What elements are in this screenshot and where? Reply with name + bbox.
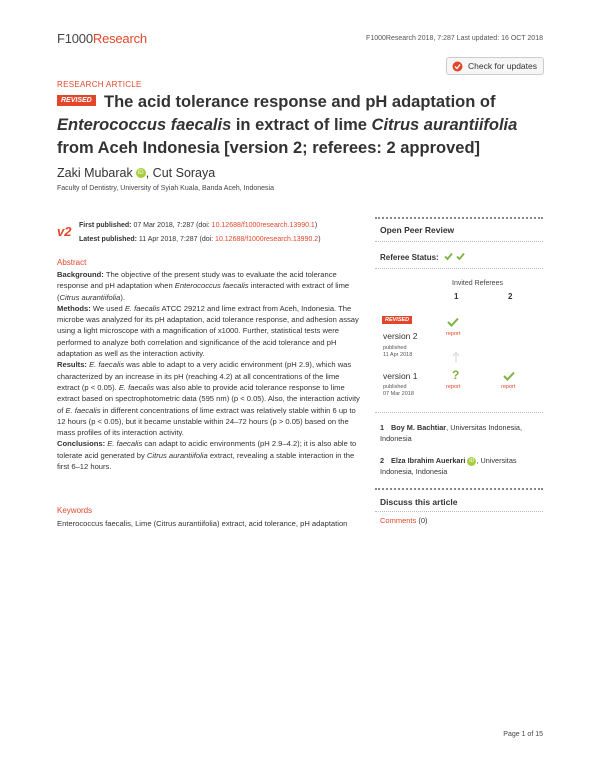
published-label: published bbox=[383, 384, 407, 390]
referee-number: 2 bbox=[380, 456, 385, 465]
version-badge: v2 bbox=[57, 224, 72, 239]
label: Background: bbox=[57, 270, 104, 279]
affiliation: Faculty of Dentistry, University of Syiah Kuala, Banda Aceh, Indonesia bbox=[57, 185, 274, 192]
author-list bbox=[57, 166, 215, 180]
crossmark-icon bbox=[452, 61, 463, 72]
version-1-date bbox=[383, 384, 414, 398]
text: in different concentrations of lime extract was relatively stable within 6 up to 12 hours (p < 0.05), but it became unstable within 24–72 hours (p > 0.05) based on the mass profiles of its interaction activity. bbox=[57, 405, 356, 438]
text: ATCC 29212 and lime extract from Aceh, Indonesia. The microbe was analyzed for its pH adaptation, acid tolerance response, and adhesion assay using a light microscope with a magnification of x1000. Further, statistical tests were performed to analyze both correlation and significance of the acid tolerance and pH adaptation as well as the interaction activity. bbox=[57, 303, 359, 359]
text: extract, revealing a stable interaction in the first 6–12 hours. bbox=[57, 450, 355, 472]
question-mark-icon: ? bbox=[452, 368, 460, 382]
italic: E. faecalis bbox=[124, 303, 160, 313]
title-part: The acid tolerance response and pH adaptation of bbox=[104, 93, 496, 111]
logo-right: Research bbox=[92, 31, 147, 46]
referee-affiliation: , Universitas Indonesia, Indonesia bbox=[380, 456, 517, 476]
referee-1 bbox=[380, 422, 545, 444]
article-type: RESEARCH ARTICLE bbox=[57, 80, 142, 89]
latest-published-label: Latest published: bbox=[79, 236, 137, 243]
text: interacted with extract of lime ( bbox=[57, 281, 350, 302]
report-link[interactable]: report bbox=[501, 384, 516, 390]
text: can adapt to acidic environments (pH 2.9–4.2); it is also able to tolerate acid generated by bbox=[57, 439, 357, 460]
latest-published bbox=[79, 236, 321, 243]
italic: Citrus aurantiifolia bbox=[146, 450, 208, 460]
divider bbox=[375, 488, 543, 490]
doi-link[interactable]: 10.12688/f1000research.13990.2 bbox=[215, 236, 319, 243]
author-link[interactable]: , Cut Soraya bbox=[145, 166, 216, 180]
arrow-up-icon bbox=[452, 351, 460, 363]
title-part: in extract of lime bbox=[231, 116, 372, 134]
divider bbox=[375, 412, 543, 413]
text: ). bbox=[120, 292, 125, 302]
label: Conclusions: bbox=[57, 439, 106, 449]
check-for-updates-label: Check for updates bbox=[468, 61, 537, 71]
first-published bbox=[79, 222, 317, 229]
referee-name: Boy M. Bachtiar bbox=[391, 423, 447, 432]
divider bbox=[375, 268, 543, 269]
discuss-heading: Discuss this article bbox=[380, 497, 458, 507]
referee-status-label: Referee Status: bbox=[380, 253, 439, 262]
divider bbox=[375, 241, 543, 242]
doi-link[interactable]: 10.12688/f1000research.13990.1 bbox=[211, 222, 315, 229]
revised-badge: REVISED bbox=[382, 316, 412, 324]
open-peer-review-heading: Open Peer Review bbox=[380, 225, 455, 235]
f1000research-logo[interactable] bbox=[57, 31, 147, 46]
italic: Citrus aurantiifolia bbox=[59, 292, 121, 302]
label: Results: bbox=[57, 360, 87, 370]
approved-check-icon bbox=[447, 317, 459, 327]
abstract-conclusions bbox=[57, 438, 361, 472]
referee-number: 1 bbox=[380, 423, 385, 432]
version-2-label[interactable]: version 2 bbox=[383, 331, 418, 341]
referee-column-2: 2 bbox=[508, 292, 513, 301]
referee-column-1: 1 bbox=[454, 292, 459, 301]
check-for-updates-button[interactable] bbox=[446, 57, 544, 75]
paren: ) bbox=[318, 236, 321, 243]
italic: E. faecalis bbox=[65, 405, 101, 415]
orcid-icon[interactable]: iD bbox=[469, 458, 475, 464]
italic: E. faecalis bbox=[105, 439, 143, 449]
abstract-body bbox=[57, 269, 361, 472]
keywords-text: Enterococcus faecalis, Lime (Citrus aurantiifolia) extract, acid tolerance, pH adaptation bbox=[57, 519, 348, 528]
approved-check-icon bbox=[444, 252, 466, 261]
paren: ) bbox=[314, 222, 318, 229]
italic: E. faecalis bbox=[118, 382, 154, 392]
referee-status bbox=[380, 252, 466, 262]
divider bbox=[375, 511, 543, 512]
published-date: 11 Apr 2018 bbox=[383, 352, 413, 358]
first-published-value: 07 Mar 2018, 7:287 (doi: bbox=[131, 222, 212, 229]
version-1-label[interactable]: version 1 bbox=[383, 371, 418, 381]
text: was able to adapt to a very acidic environment (pH 2.9), which was characterized by an increase in its pH (reaching 4.2) at all concentrations of the lime extract (p < 0.05). bbox=[57, 360, 352, 392]
page-title bbox=[57, 91, 547, 160]
published-date: 07 Mar 2018 bbox=[383, 391, 414, 397]
abstract-methods bbox=[57, 303, 361, 359]
referee-name: Elza Ibrahim Auerkari bbox=[391, 456, 466, 465]
title-part: from Aceh Indonesia [version 2; referees: 2 approved] bbox=[57, 139, 481, 157]
comments bbox=[380, 516, 428, 525]
invited-referees-heading: Invited Referees bbox=[452, 280, 503, 287]
title-species: Citrus aurantiifolia bbox=[371, 116, 518, 134]
latest-published-value: 11 Apr 2018, 7:287 (doi: bbox=[136, 236, 216, 243]
text: We used bbox=[90, 303, 125, 313]
published-label: published bbox=[383, 345, 407, 351]
article-meta: F1000Research 2018, 7:287 Last updated: 16 OCT 2018 bbox=[366, 35, 543, 42]
divider bbox=[375, 217, 543, 219]
abstract-results bbox=[57, 359, 361, 438]
first-published-label: First published: bbox=[79, 222, 132, 229]
author-link[interactable]: Zaki Mubarak bbox=[57, 166, 133, 180]
text: was also able to provide acid tolerance response to lime extract based on spectrophotometric data (595 nm) (p < 0.05). Also, the interaction activity of bbox=[57, 382, 360, 415]
abstract-background bbox=[57, 269, 361, 303]
approved-check-icon bbox=[503, 371, 515, 381]
title-species: Enterococcus faecalis bbox=[57, 116, 232, 134]
keywords-heading: Keywords bbox=[57, 506, 93, 515]
comments-link[interactable]: Comments bbox=[380, 516, 417, 525]
report-link[interactable]: report bbox=[446, 384, 461, 390]
referee-affiliation: , Universitas Indonesia, Indonesia bbox=[380, 423, 523, 443]
orcid-icon[interactable]: iD bbox=[136, 168, 146, 178]
version-2-date bbox=[383, 345, 412, 359]
text: The objective of the present study was to evaluate the acid tolerance response and pH adaptation when bbox=[57, 270, 337, 291]
report-link[interactable]: report bbox=[446, 331, 461, 337]
logo-left: F1000 bbox=[57, 31, 93, 46]
label: Methods: bbox=[57, 303, 91, 313]
referee-2 bbox=[380, 455, 545, 477]
italic: E. faecalis bbox=[86, 360, 125, 370]
italic: Enterococcus faecalis bbox=[174, 281, 249, 291]
abstract-heading: Abstract bbox=[57, 258, 87, 267]
revised-badge: REVISED bbox=[57, 95, 96, 106]
page-number: Page 1 of 15 bbox=[503, 731, 543, 738]
comments-count: (0) bbox=[416, 516, 428, 525]
